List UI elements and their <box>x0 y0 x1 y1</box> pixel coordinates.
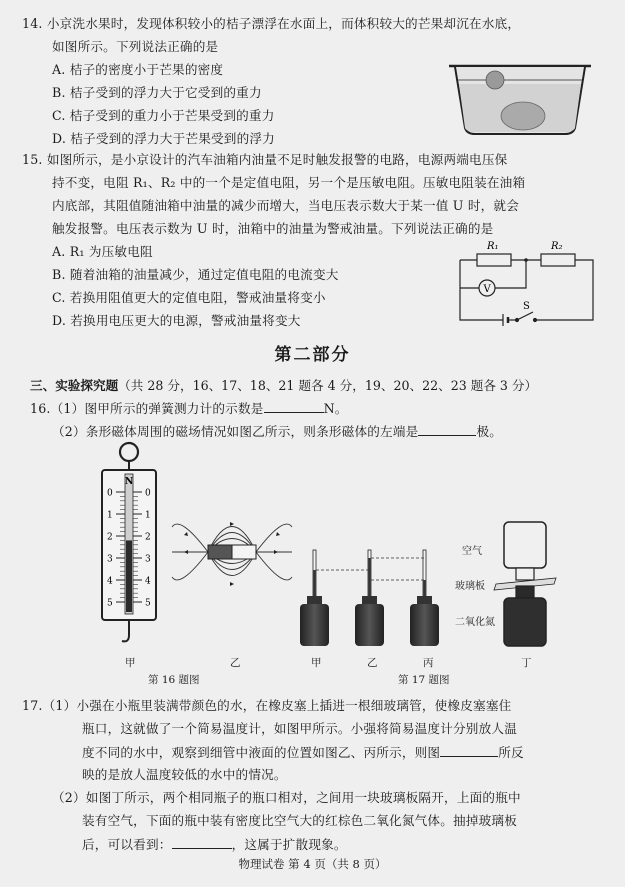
q17-p1-line3 <box>82 742 524 763</box>
bottle-thermometers-figure <box>295 540 455 650</box>
magnet-right-half <box>232 545 256 559</box>
q14-option-d: D. 桔子受到的浮力大于芒果受到的浮力 <box>52 131 275 146</box>
label-air: 空气 <box>462 546 482 557</box>
magnet-left-half <box>208 545 232 559</box>
scale-label-right: 2 <box>145 532 151 543</box>
scale-label-right: 1 <box>145 510 151 521</box>
alarm-circuit-diagram <box>455 238 600 330</box>
q16-part1-unit: N。 <box>323 401 348 416</box>
scale-label-left: 1 <box>107 510 113 521</box>
q14-option-c: C. 桔子受到的重力小于芒果受到的重力 <box>52 108 275 123</box>
q17-answer-blank-1[interactable] <box>440 742 498 757</box>
thermometer-jia <box>300 550 329 646</box>
q17-label-jia: 甲 <box>311 657 322 669</box>
q17-p1-line3-text: 度不同的水中，观察到细管中液面的位置如图乙、丙所示，则图 <box>82 745 441 760</box>
q17-label-yi: 乙 <box>367 657 378 669</box>
lower-bottle-no2 <box>504 598 546 646</box>
scale-label-right: 5 <box>145 598 151 609</box>
q17-label-ding: 丁 <box>521 657 532 669</box>
q15-option-a: A. R₁ 为压敏电阻 <box>52 244 153 259</box>
q16-part2-suffix: 极。 <box>476 424 503 439</box>
label-glass-plate: 玻璃板 <box>455 581 485 592</box>
q16-answer-blank-1[interactable] <box>264 398 324 413</box>
section3-heading <box>30 375 537 394</box>
q17-p2-line3 <box>82 834 347 855</box>
diffusion-bottles-figure <box>490 520 560 650</box>
scale-label-left: 4 <box>107 576 113 587</box>
q14-stem-line1: 14. 小京洗水果时，发现体积较小的桔子漂浮在水面上，而体积较大的芒果却沉在水底， <box>22 16 521 31</box>
q15-line3: 内底部，其阻值随油箱中油量的减少而增大，当电压表示数大于某一值 U 时，就会 <box>52 198 520 213</box>
q14-stem-line2: 如图所示。下列说法正确的是 <box>52 39 219 54</box>
q17-p2-line2: 装有空气，下面的瓶中装有密度比空气大的红棕色二氧化氮气体。抽掉玻璃板 <box>82 813 517 828</box>
scale-label-right: 0 <box>145 488 151 499</box>
gauge-unit: N <box>125 477 134 487</box>
scale-label-right: 3 <box>145 554 151 565</box>
q15-line1: 15. 如图所示，是小京设计的汽车油箱内油量不足时触发报警的电路，电源两端电压保 <box>22 152 508 167</box>
hook-icon <box>122 635 129 641</box>
upper-bottle-air <box>504 522 546 568</box>
q17-p2-line1: （2）如图丁所示，两个相同瓶子的瓶口相对，之间用一块玻璃板隔开，上面的瓶中 <box>52 790 521 805</box>
water-basin-figure <box>445 58 595 138</box>
q14-option-a: A. 桔子的密度小于芒果的密度 <box>52 62 224 77</box>
scale-label-left: 0 <box>107 488 113 499</box>
scale-label-right: 4 <box>145 576 151 587</box>
mango-fruit <box>501 102 545 130</box>
bar-magnet-field-figure <box>170 505 295 600</box>
scale-label-left: 5 <box>107 598 113 609</box>
section3-title: 三、实验探究题 <box>30 378 119 393</box>
q17-line1 <box>22 696 511 716</box>
q17-p1-line1: （1）小强在小瓶里装满带颜色的水，在橡皮塞上插进一根细玻璃管，使橡皮塞塞住 <box>42 698 512 713</box>
q15-line4: 触发报警。电压表示数为 U 时，油箱中的油量为警戒油量。下列说法正确的是 <box>52 221 494 236</box>
part2-title: 第二部分 <box>274 345 351 365</box>
q17-label-bing: 丙 <box>423 657 434 669</box>
q16-part1-text: （1）图甲所示的弹簧测力计的示数是 <box>50 401 264 416</box>
spring-indicator <box>126 540 132 612</box>
q15-option-d: D. 若换用电压更大的电源，警戒油量将变大 <box>52 313 301 328</box>
q17-p1-line3-suffix: 所反 <box>498 745 524 760</box>
resistor-r1 <box>477 254 511 266</box>
q15-option-b: B. 随着油箱的油量减少，通过定值电阻的电流变大 <box>52 267 339 282</box>
q15-line2: 持不变，电阻 R₁、R₂ 中的一个是定值电阻，另一个是压敏电阻。压敏电阻装在油箱 <box>52 175 526 190</box>
page-footer: 物理试卷 第 4 页（共 8 页） <box>238 857 387 871</box>
scale-label-left: 3 <box>107 554 113 565</box>
q17-answer-blank-2[interactable] <box>172 834 232 849</box>
q16-label-jia: 甲 <box>125 657 136 669</box>
q16-number: 16. <box>30 401 51 416</box>
section3-note: （共 28 分，16、17、18、21 题各 4 分，19、20、22、23 题各 3 分） <box>118 378 538 393</box>
r1-label: R₁ <box>487 241 499 252</box>
q17-p2-line3-text: 后，可以看到： <box>82 837 172 852</box>
switch-label: S <box>523 301 530 312</box>
q17-p1-line2: 瓶口，这就做了一个简易温度计，如图甲所示。小强将简易温度计分别放人温 <box>82 721 517 736</box>
voltmeter-label: V <box>483 284 491 295</box>
q17-number: 17. <box>22 698 43 713</box>
q16-caption: 第 16 题图 <box>148 674 200 686</box>
q17-p1-line4: 映的是放人温度较低的水中的情况。 <box>82 767 287 782</box>
q16-part2-text: （2）条形磁体周围的磁场情况如图乙所示，则条形磁体的左端是 <box>52 424 419 439</box>
orange-fruit <box>486 71 504 89</box>
q16-answer-blank-2[interactable] <box>418 421 476 436</box>
r2-label: R₂ <box>551 241 563 252</box>
q16-part2 <box>52 421 502 442</box>
q17-caption: 第 17 题图 <box>398 674 450 686</box>
q16-part1 <box>30 398 348 419</box>
q15-option-c: C. 若换用阻值更大的定值电阻，警戒油量将变小 <box>52 290 326 305</box>
thermometer-bing <box>410 550 439 646</box>
q16-label-yi: 乙 <box>230 657 241 669</box>
thermometer-yi <box>355 550 384 646</box>
resistor-r2 <box>541 254 575 266</box>
q14-option-b: B. 桔子受到的浮力大于它受到的重力 <box>52 85 262 100</box>
scale-label-left: 2 <box>107 532 113 543</box>
label-no2: 二氧化氮 <box>455 617 495 628</box>
q17-p2-line3-suffix: ，这属于扩散现象。 <box>231 837 347 852</box>
spring-scale-figure <box>92 440 167 645</box>
switch-icon <box>517 312 533 320</box>
